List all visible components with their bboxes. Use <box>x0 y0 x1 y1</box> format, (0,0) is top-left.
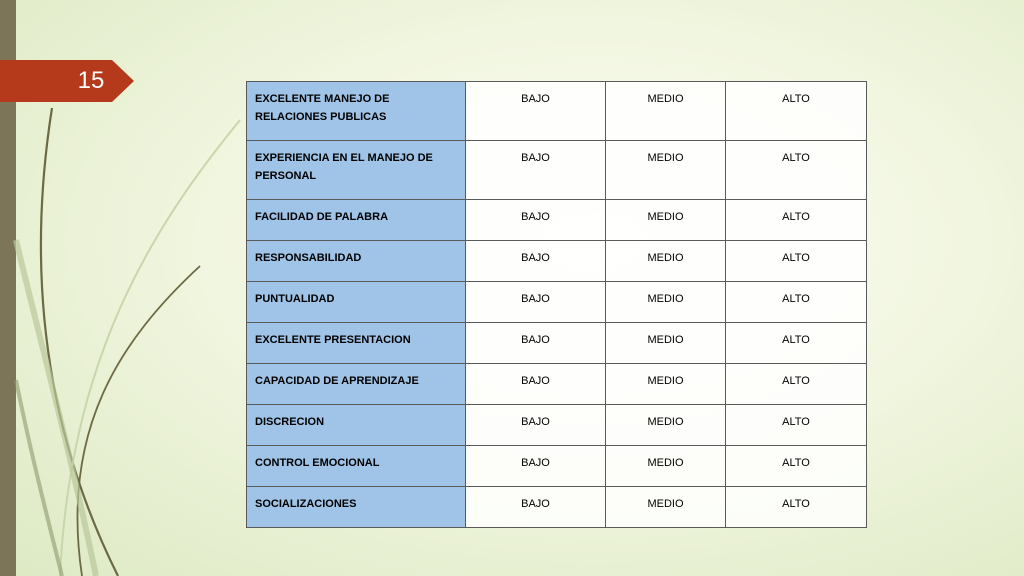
level-mid: MEDIO <box>606 82 726 141</box>
row-label: DISCRECION <box>247 405 466 446</box>
level-mid: MEDIO <box>606 405 726 446</box>
row-label: CONTROL EMOCIONAL <box>247 446 466 487</box>
table-row <box>247 141 867 200</box>
level-mid: MEDIO <box>606 200 726 241</box>
level-high: ALTO <box>726 446 867 487</box>
level-low: BAJO <box>466 282 606 323</box>
row-label: EXCELENTE PRESENTACION <box>247 323 466 364</box>
level-mid: MEDIO <box>606 282 726 323</box>
row-label: SOCIALIZACIONES <box>247 487 466 528</box>
level-low: BAJO <box>466 323 606 364</box>
level-mid: MEDIO <box>606 323 726 364</box>
evaluation-table <box>246 81 867 528</box>
table-row <box>247 82 867 141</box>
level-high: ALTO <box>726 323 867 364</box>
table-row <box>247 323 867 364</box>
row-label: EXCELENTE MANEJO DE RELACIONES PUBLICAS <box>247 82 466 141</box>
level-high: ALTO <box>726 200 867 241</box>
table-row <box>247 405 867 446</box>
level-low: BAJO <box>466 82 606 141</box>
table-row <box>247 282 867 323</box>
row-label: EXPERIENCIA EN EL MANEJO DE PERSONAL <box>247 141 466 200</box>
level-high: ALTO <box>726 241 867 282</box>
slide-number: 15 <box>77 67 105 94</box>
level-high: ALTO <box>726 364 867 405</box>
row-label: RESPONSABILIDAD <box>247 241 466 282</box>
row-label: PUNTUALIDAD <box>247 282 466 323</box>
level-high: ALTO <box>726 405 867 446</box>
level-low: BAJO <box>466 487 606 528</box>
table-row <box>247 446 867 487</box>
level-mid: MEDIO <box>606 141 726 200</box>
level-low: BAJO <box>466 241 606 282</box>
row-label: FACILIDAD DE PALABRA <box>247 200 466 241</box>
level-low: BAJO <box>466 364 606 405</box>
level-high: ALTO <box>726 82 867 141</box>
level-mid: MEDIO <box>606 487 726 528</box>
level-mid: MEDIO <box>606 446 726 487</box>
table-row <box>247 487 867 528</box>
level-low: BAJO <box>466 446 606 487</box>
level-high: ALTO <box>726 487 867 528</box>
level-high: ALTO <box>726 141 867 200</box>
level-low: BAJO <box>466 405 606 446</box>
level-low: BAJO <box>466 200 606 241</box>
level-mid: MEDIO <box>606 241 726 282</box>
level-low: BAJO <box>466 141 606 200</box>
table-row <box>247 364 867 405</box>
row-label: CAPACIDAD DE APRENDIZAJE <box>247 364 466 405</box>
table-row <box>247 241 867 282</box>
level-high: ALTO <box>726 282 867 323</box>
table-row <box>247 200 867 241</box>
level-mid: MEDIO <box>606 364 726 405</box>
